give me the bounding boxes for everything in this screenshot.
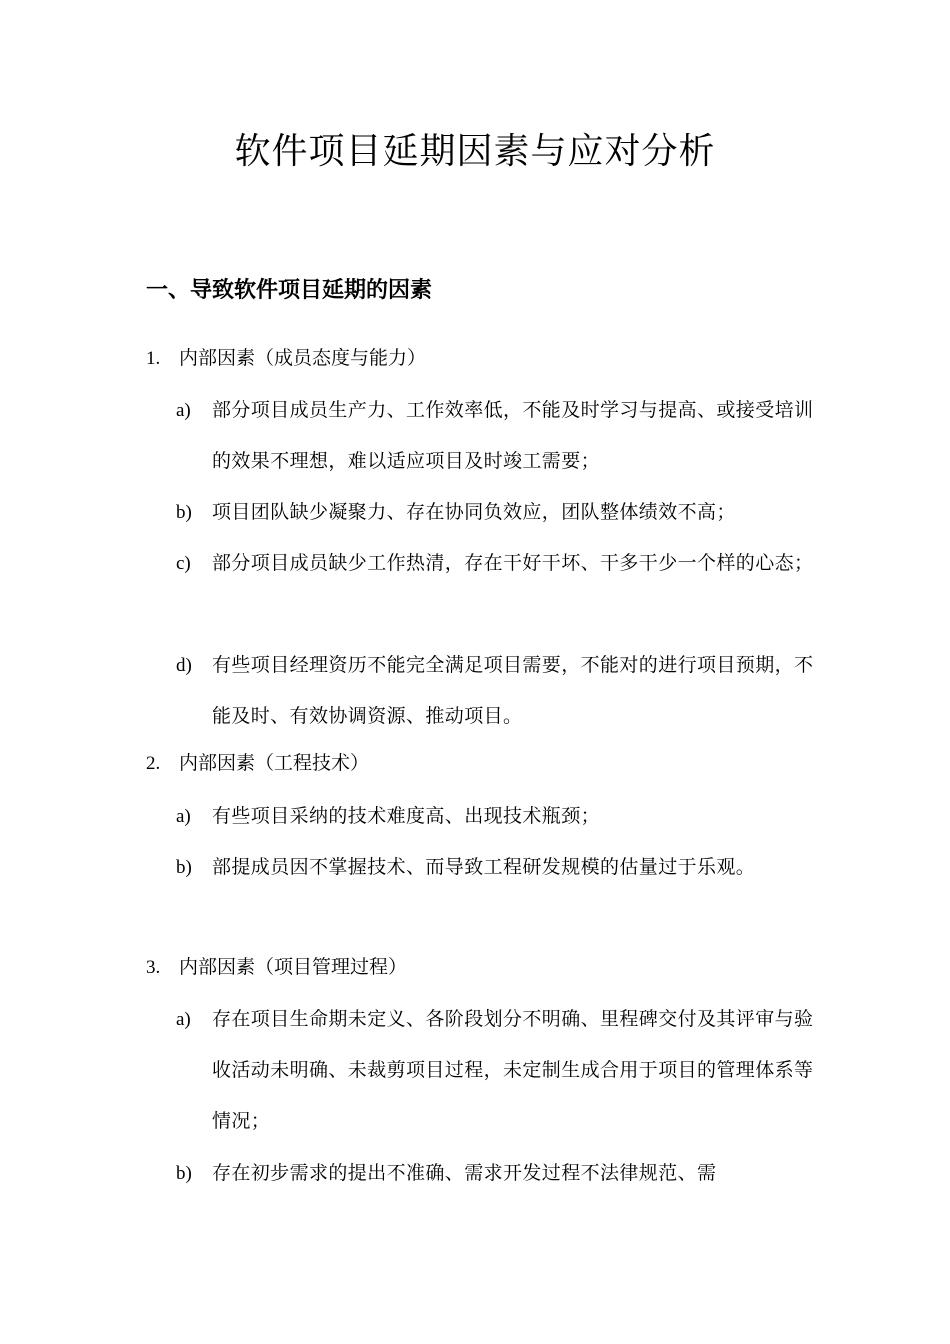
numbered-item-2 <box>146 749 369 778</box>
list-item-marker: a) <box>176 806 191 827</box>
list-item-marker: c) <box>176 553 191 574</box>
section-heading: 一、导致软件项目延期的因素 <box>146 278 433 303</box>
list-item <box>176 640 816 742</box>
list-item-marker: b) <box>176 857 192 878</box>
list-item <box>176 538 816 589</box>
document-title: 软件项目延期因素与应对分析 <box>234 131 716 172</box>
list-item <box>176 791 816 842</box>
list-item-marker: a) <box>176 1009 191 1030</box>
numbered-item-label: 内部因素（成员态度与能力） <box>179 347 427 369</box>
list-item-text: 有些项目经理资历不能完全满足项目需要，不能对的进行项目预期，不能及时、有效协调资源、推动项目。 <box>212 654 814 727</box>
list-item-marker: b) <box>176 1163 192 1184</box>
numbered-item-label: 内部因素（项目管理过程） <box>179 956 408 978</box>
numbered-item-3 <box>146 953 407 982</box>
numbered-item-marker: 1. <box>146 348 161 369</box>
list-item <box>176 842 816 893</box>
list-item <box>176 1148 816 1199</box>
list-item-marker: a) <box>176 400 191 421</box>
list-item-text: 部分项目成员生产力、工作效率低，不能及时学习与提高、或接受培训的效果不理想，难以适应项目及时竣工需要； <box>212 399 814 472</box>
list-item-marker: b) <box>176 502 192 523</box>
numbered-item-marker: 2. <box>146 753 161 774</box>
list-item <box>176 487 816 538</box>
list-item-text: 有些项目采纳的技术难度高、出现技术瓶颈； <box>212 805 601 827</box>
list-item-marker: d) <box>176 655 192 676</box>
numbered-item-marker: 3. <box>146 957 161 978</box>
numbered-item-1 <box>146 344 426 373</box>
list-item-text: 项目团队缺少凝聚力、存在协同负效应，团队整体绩效不高； <box>212 501 736 523</box>
list-item <box>176 994 816 1147</box>
numbered-item-label: 内部因素（工程技术） <box>179 752 370 774</box>
list-item <box>176 385 816 487</box>
list-item-text: 部分项目成员缺少工作热清，存在干好干坏、干多干少一个样的心态； <box>212 552 814 574</box>
list-item-text: 存在项目生命期未定义、各阶段划分不明确、里程碑交付及其评审与验收活动未明确、未裁剪项目过程，未定制生成合用于项目的管理体系等情况； <box>212 1008 814 1132</box>
list-item-text: 存在初步需求的提出不准确、需求开发过程不法律规范、需 <box>212 1162 717 1184</box>
list-item-text: 部提成员因不掌握技术、而导致工程研发规模的估量过于乐观。 <box>212 856 756 878</box>
